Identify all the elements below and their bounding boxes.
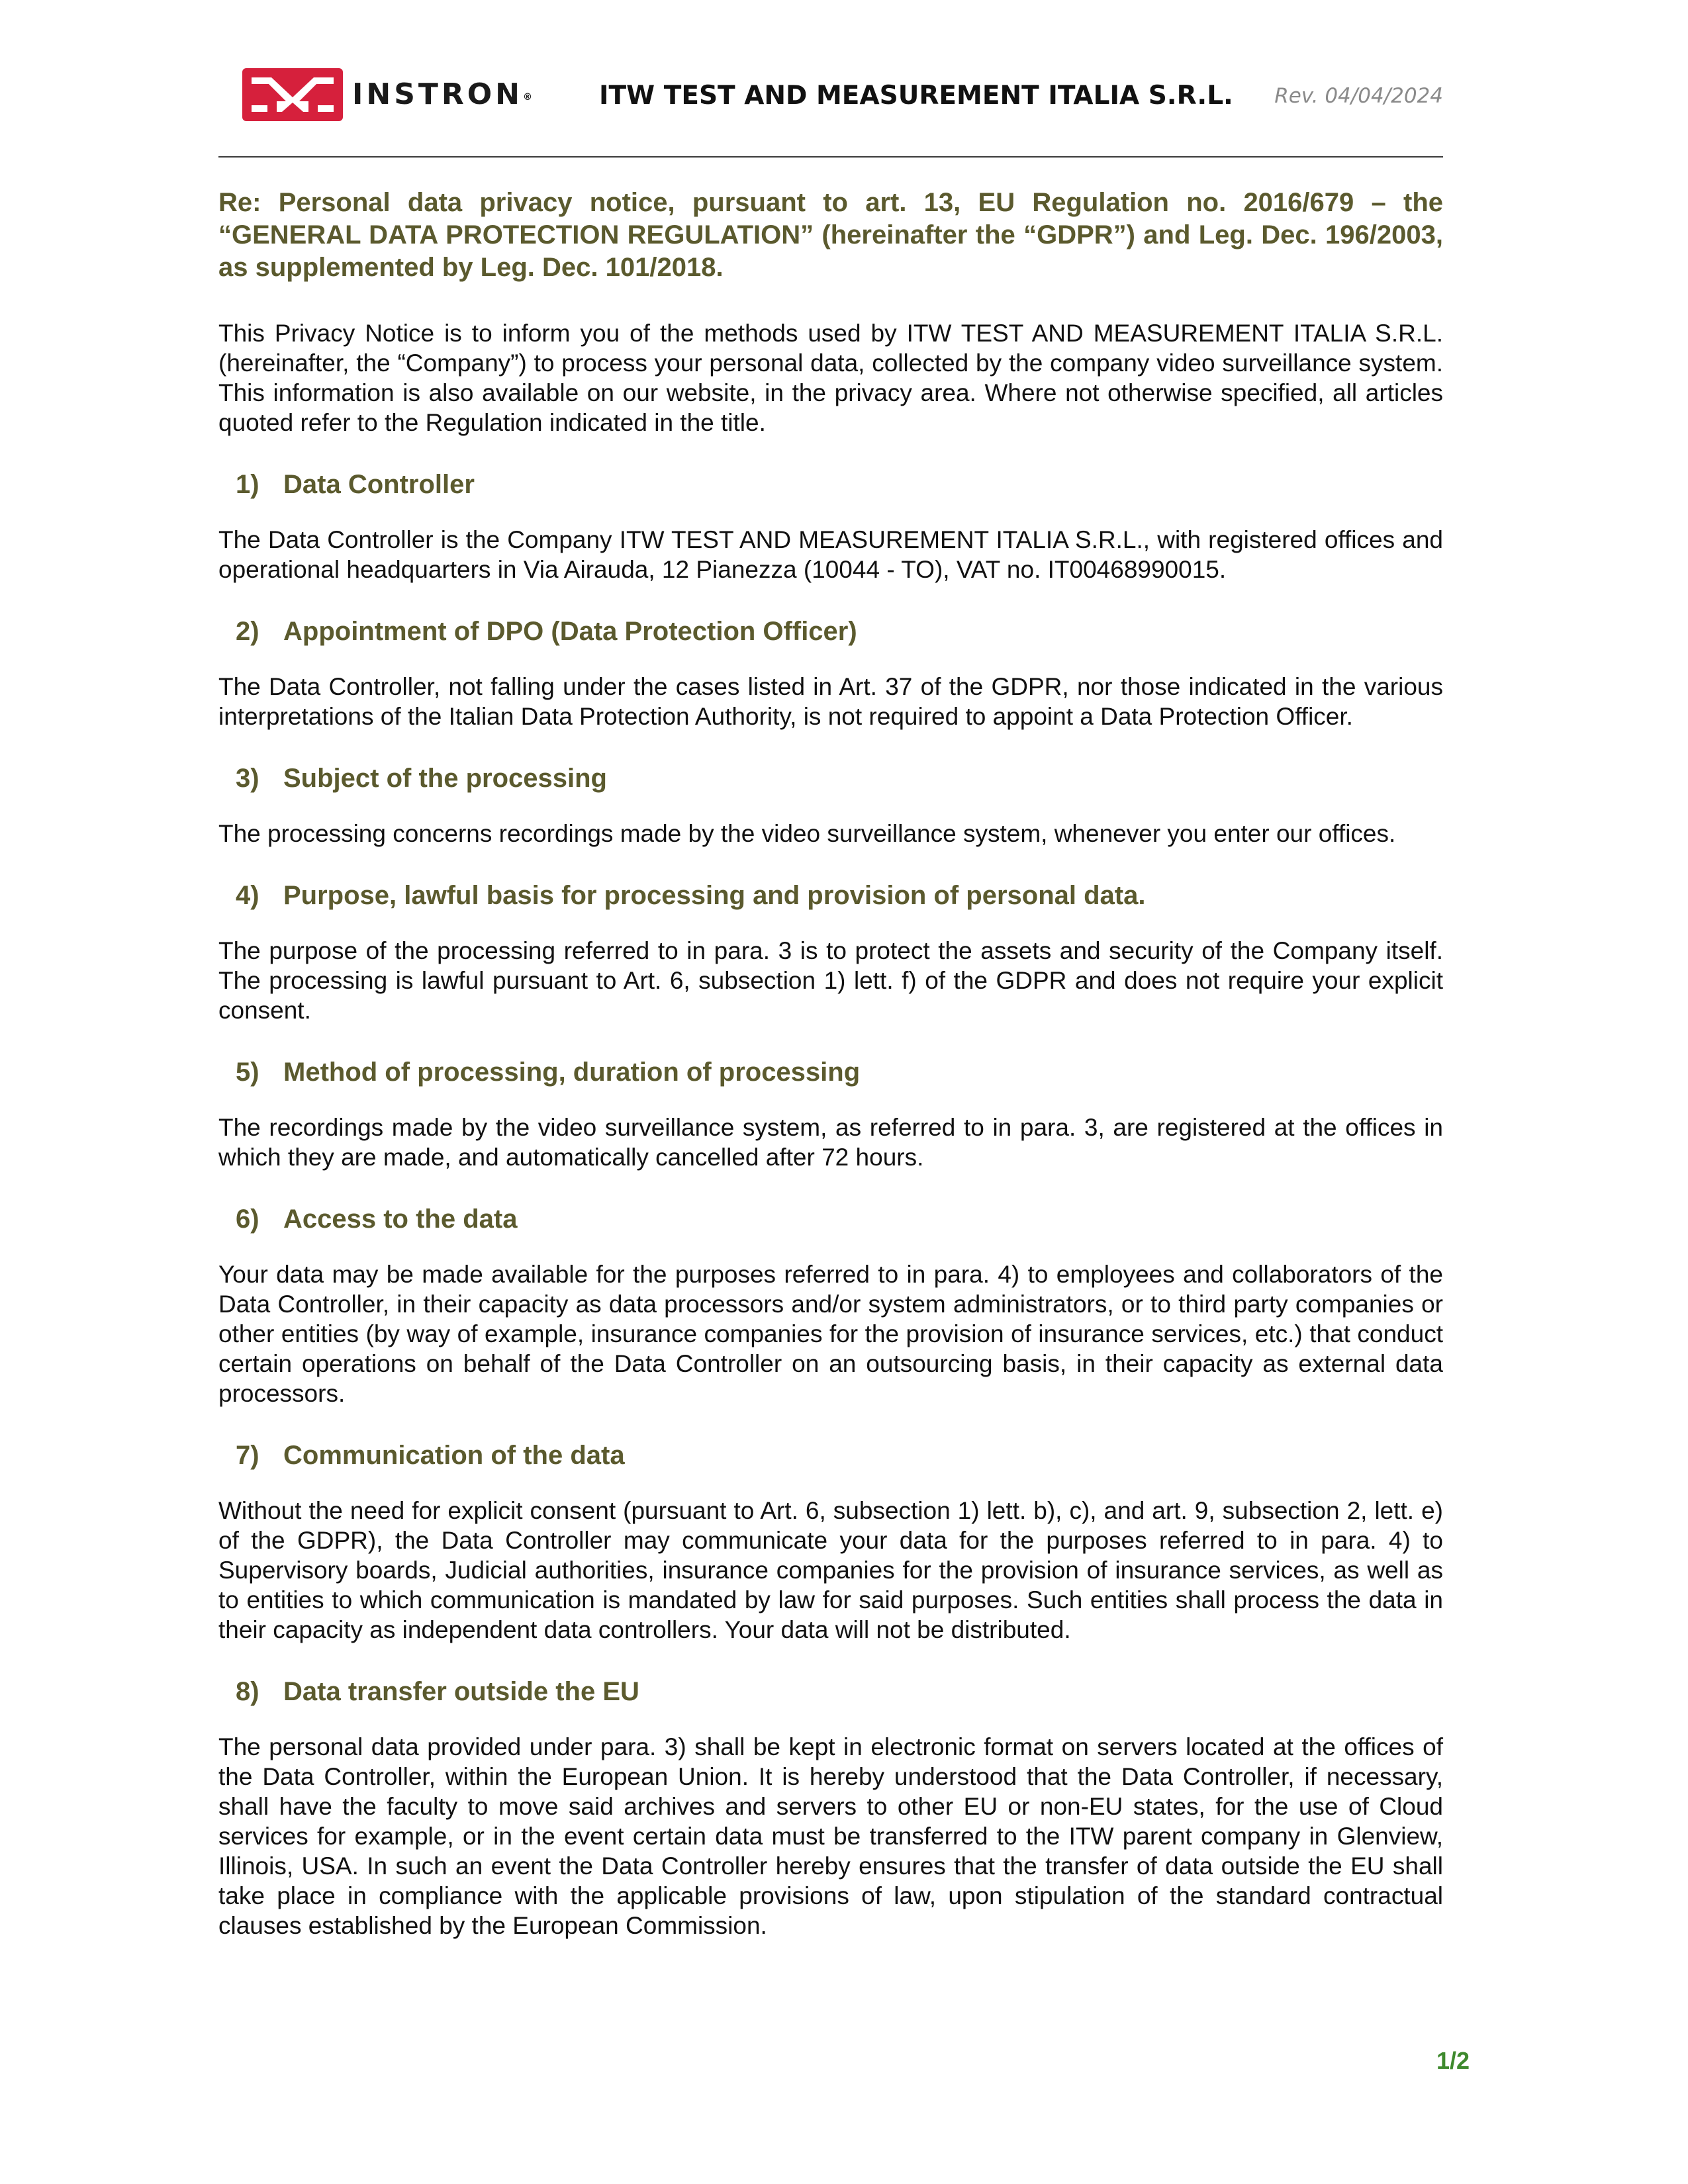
section-dpo: [218, 615, 1443, 731]
section-body: The Data Controller is the Company ITW TEST AND MEASUREMENT ITALIA S.R.L., with registered offices and operational headquarters in Via Airauda, 12 Pianezza (10044 - TO), VAT no. IT00468990015.: [218, 526, 1443, 583]
document-body: [218, 187, 1443, 1940]
intro-paragraph: This Privacy Notice is to inform you of the methods used by ITW TEST AND MEASUREMENT ITALIA S.R.L. (hereinafter, the “Company”) to process your personal data, collected by the company video surveillance system. This information is also available on our website, in the privacy area. Where not otherwise specified, all articles quoted refer to the Regulation indicated in the title.: [218, 320, 1443, 436]
section-communication: [218, 1439, 1443, 1645]
section-body: Your data may be made available for the purposes referred to in para. 4) to employees and collaborators of the Data Controller, in their capacity as data processors and/or system administrators, or to third party companies or other entities (by way of example, insurance companies for the provision of insurance services, etc.) that conduct certain operations on behalf of the Data Controller on an outsourcing basis, in their capacity as external data processors.: [218, 1261, 1443, 1407]
section-data-controller: [218, 468, 1443, 584]
section-heading: 6) Access to the data: [236, 1205, 518, 1234]
section-body: The personal data provided under para. 3) shall be kept in electronic format on servers located at the offices of the Data Controller, within the European Union. It is hereby understood that the Data Controller, if necessary, shall have the faculty to move said archives and servers to other EU or non-EU states, for the use of Cloud services for example, or in the event certain data must be transferred to the ITW parent company in Glenview, Illinois, USA. In such an event the Data Controller hereby ensures that the transfer of data outside the EU shall take place in compliance with the applicable provisions of law, upon stipulation of the standard contractual clauses established by the European Commission.: [218, 1733, 1443, 1939]
section-method: [218, 1056, 1443, 1172]
page-header: [218, 63, 1443, 129]
company-name: ITW TEST AND MEASUREMENT ITALIA S.R.L.: [599, 81, 1233, 111]
section-subject: [218, 762, 1443, 848]
section-transfer: [218, 1675, 1443, 1940]
section-heading: 2) Appointment of DPO (Data Protection Officer): [236, 617, 857, 646]
section-access: [218, 1203, 1443, 1408]
section-heading: 4) Purpose, lawful basis for processing and provision of personal data.: [236, 881, 1146, 910]
section-body: The purpose of the processing referred to in para. 3 is to protect the assets and security of the Company itself. The processing is lawful pursuant to Art. 6, subsection 1) lett. f) of the GDPR and does not require your explicit consent.: [218, 937, 1443, 1024]
section-heading: 1) Data Controller: [236, 470, 475, 499]
header-divider: [218, 156, 1443, 158]
instron-wordmark: INSTRON®: [352, 77, 533, 111]
section-heading: 5) Method of processing, duration of processing: [236, 1058, 861, 1087]
revision-date: Rev. 04/04/2024: [1274, 84, 1443, 108]
section-heading: 3) Subject of the processing: [236, 764, 607, 793]
section-heading: 7) Communication of the data: [236, 1441, 625, 1470]
section-heading: 8) Data transfer outside the EU: [236, 1677, 639, 1706]
section-purpose: [218, 879, 1443, 1025]
instron-logo-icon: [242, 68, 343, 121]
section-body: The recordings made by the video surveillance system, as referred to in para. 3, are registered at the offices in which they are made, and automatically cancelled after 72 hours.: [218, 1114, 1443, 1171]
section-body: Without the need for explicit consent (pursuant to Art. 6, subsection 1) lett. b), c), and art. 9, subsection 2, lett. e) of the GDPR), the Data Controller may communicate your data for the purposes referred to in para. 4) to Supervisory boards, Judicial authorities, insurance companies for the provision of insurance services, as well as to entities to which communication is mandated by law for said purposes. Such entities shall process the data in their capacity as independent data controllers. Your data will not be distributed.: [218, 1497, 1443, 1643]
section-body: The processing concerns recordings made by the video surveillance system, whenever you enter our offices.: [218, 820, 1396, 847]
page-number: 1/2: [1436, 2047, 1470, 2074]
document-title: Re: Personal data privacy notice, pursuant to art. 13, EU Regulation no. 2016/679 – the “GENERAL DATA PROTECTION REGULATION” (hereinafter the “GDPR”) and Leg. Dec. 196/2003, as supplemented by Leg. Dec. 101/2018.: [218, 188, 1443, 282]
section-body: The Data Controller, not falling under the cases listed in Art. 37 of the GDPR, nor those indicated in the various interpretations of the Italian Data Protection Authority, is not required to appoint a Data Protection Officer.: [218, 673, 1443, 730]
